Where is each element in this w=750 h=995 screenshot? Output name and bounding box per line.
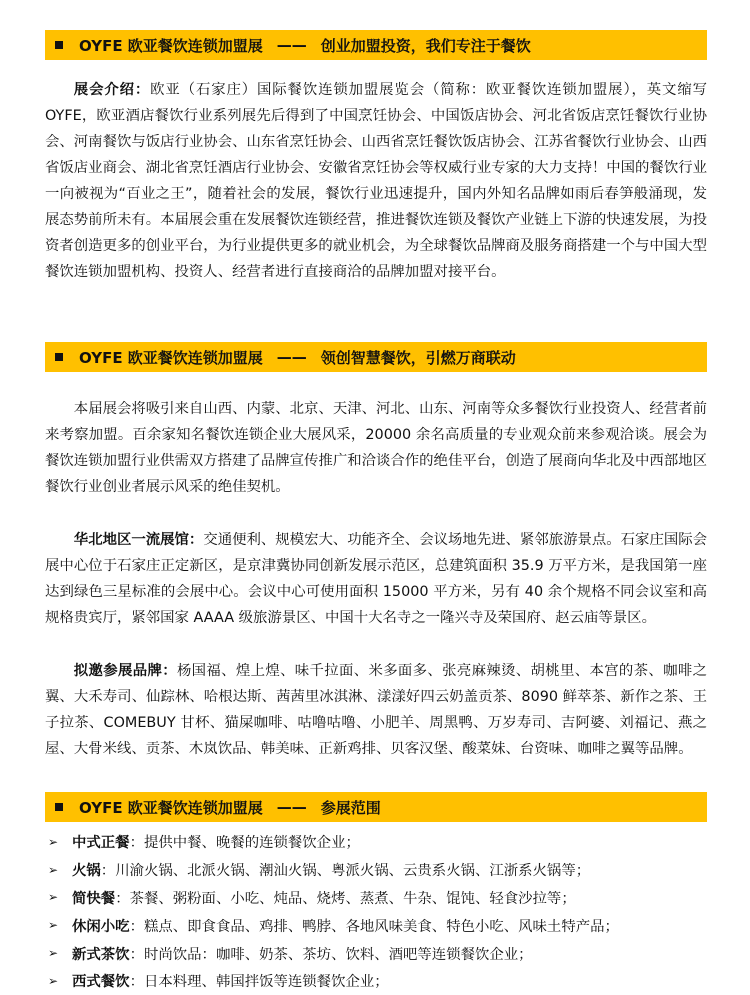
intro-label: 展会介绍： bbox=[73, 82, 151, 98]
square-bullet-icon bbox=[55, 41, 63, 49]
scope-item bbox=[48, 884, 710, 912]
section-brand: OYFE 欧亚餐饮连锁加盟展 bbox=[79, 348, 263, 367]
scope-item-label: 休闲小吃 bbox=[72, 918, 130, 935]
section-dash: —— bbox=[276, 798, 307, 816]
intro-text: 欧亚（石家庄）国际餐饮连锁加盟展览会（简称：欧亚餐饮连锁加盟展），英文缩写 OYFE，欧亚酒店餐饮行业系列展先后得到了中国烹饪协会、中国饭店协会、河北省饭店烹饪餐饮行业协会、河南餐饮与饭店行业协会、山东省烹饪协会、山西省烹饪餐饮饭店协会、江苏省餐饮行业协会、山西省饭店业商会、湖北省烹饪酒店行业协会、安徽省烹饪协会等权威行业专家的大力支持！中国的餐饮行业一向被视为“百业之王”，随着社会的发展，餐饮行业迅速提升，国内外知名品牌如雨后春笋般涌现，发展态势前所未有。本届展会重在发展餐饮连锁经营，推进餐饮连锁及餐饮产业链上下游的快速发展，为投资者创造更多的创业平台，为行业提供更多的就业机会，为全球餐饮品牌商及服务商搭建一个与中国大型餐饮连锁加盟机构、投资人、经营者进行直接商洽的品牌加盟对接平台。 bbox=[45, 82, 707, 280]
scope-item bbox=[48, 967, 710, 995]
overview-paragraph bbox=[45, 396, 707, 500]
scope-list bbox=[48, 828, 710, 995]
square-bullet-icon bbox=[55, 353, 63, 361]
brands-paragraph bbox=[45, 658, 707, 762]
scope-item bbox=[48, 828, 710, 856]
scope-item-sep: ： bbox=[129, 974, 144, 991]
section-dash: —— bbox=[276, 36, 307, 54]
scope-item bbox=[48, 939, 710, 967]
scope-item bbox=[48, 911, 710, 939]
section-header-scope bbox=[45, 792, 707, 822]
section-dash: —— bbox=[276, 348, 307, 366]
scope-item-sep: ： bbox=[100, 863, 116, 880]
overview-text: 本届展会将吸引来自山西、内蒙、北京、天津、河北、山东、河南等众多餐饮行业投资人、经营者前来考察加盟。百余家知名餐饮连锁企业大展风采，20000 余名高质量的专业观众前来参观洽谈。展会为餐饮连锁加盟行业供需双方搭建了品牌宣传推广和洽谈合作的绝佳平台，创造了展商向华北及中西部地区餐饮行业创业者展示风采的绝佳契机。 bbox=[45, 401, 707, 495]
scope-item-text: 茶餐、粥粉面、小吃、炖品、烧烤、蒸煮、牛杂、馄饨、轻食沙拉等； bbox=[129, 890, 576, 907]
scope-item-sep: ： bbox=[129, 946, 144, 963]
scope-item-text: 川渝火锅、北派火锅、潮汕火锅、粤派火锅、云贵系火锅、江浙系火锅等； bbox=[115, 863, 591, 880]
intro-paragraph bbox=[45, 77, 707, 285]
scope-item-sep: ： bbox=[115, 890, 130, 907]
arrow-bullet-icon: ➢ bbox=[48, 946, 59, 961]
arrow-bullet-icon: ➢ bbox=[48, 890, 59, 905]
scope-item-label: 中式正餐 bbox=[72, 835, 130, 852]
scope-item-label: 新式茶饮 bbox=[72, 946, 130, 963]
brands-text: 杨国福、煌上煌、味千拉面、米多面多、张亮麻辣烫、胡桃里、本宫的茶、咖啡之翼、大禾寿司、仙踪林、哈根达斯、茜茜里冰淇淋、漾漾好四云奶盖贡茶、8090 鲜萃茶、新作之茶、王子拉茶、COMEBUY 甘杯、猫屎咖啡、咕噜咕噜、小肥羊、周黑鸭、万岁寿司、吉阿婆、刘福记、燕之屋、大骨米线、贡茶、木岚饮品、韩美味、正新鸡排、贝客汉堡、酸菜妹、台资味、咖啡之翼等品牌。 bbox=[45, 663, 707, 757]
section-brand: OYFE 欧亚餐饮连锁加盟展 bbox=[79, 36, 263, 55]
scope-item-text: 提供中餐、晚餐的连锁餐饮企业； bbox=[143, 835, 360, 852]
arrow-bullet-icon: ➢ bbox=[48, 862, 59, 877]
section-header-smart-dining bbox=[45, 342, 707, 372]
venue-paragraph bbox=[45, 527, 707, 631]
square-bullet-icon bbox=[55, 803, 63, 811]
venue-text: 交通便利、规模宏大、功能齐全、会议场地先进、紧邻旅游景点。石家庄国际会展中心位于石家庄正定新区，是京津冀协同创新发展示范区，总建筑面积 35.9 万平方米，是我国第一座达到绿色三星标准的会展中心。会议中心可使用面积 15000 平方米，另有 40 余个规格不同会议室和高规格贵宾厅，紧邻国家 AAAA 级旅游景区、中国十大名寺之一隆兴寺及荣国府、赵云庙等景区。 bbox=[45, 532, 708, 626]
arrow-bullet-icon: ➢ bbox=[48, 918, 59, 933]
scope-item-text: 日本料理、韩国拌饭等连锁餐饮企业； bbox=[143, 974, 389, 991]
section-header-invest bbox=[45, 30, 707, 60]
brands-label: 拟邀参展品牌： bbox=[73, 663, 177, 679]
scope-item-sep: ： bbox=[129, 918, 144, 935]
scope-item bbox=[48, 856, 710, 884]
section-title: 领创智慧餐饮，引燃万商联动 bbox=[320, 348, 516, 367]
scope-item-label: 西式餐饮 bbox=[72, 974, 130, 991]
scope-item-text: 糕点、即食食品、鸡排、鸭脖、各地风味美食、特色小吃、风味土特产品； bbox=[143, 918, 619, 935]
arrow-bullet-icon: ➢ bbox=[48, 973, 59, 988]
scope-item-text: 时尚饮品：咖啡、奶茶、茶坊、饮料、酒吧等连锁餐饮企业； bbox=[143, 946, 533, 963]
section-title: 创业加盟投资，我们专注于餐饮 bbox=[320, 36, 531, 55]
scope-item-label: 火锅 bbox=[72, 863, 101, 880]
section-title: 参展范围 bbox=[320, 798, 381, 817]
venue-label: 华北地区一流展馆： bbox=[73, 532, 204, 548]
arrow-bullet-icon: ➢ bbox=[48, 834, 59, 849]
scope-item-sep: ： bbox=[129, 835, 144, 852]
section-brand: OYFE 欧亚餐饮连锁加盟展 bbox=[79, 798, 263, 817]
scope-item-label: 简快餐 bbox=[72, 890, 116, 907]
